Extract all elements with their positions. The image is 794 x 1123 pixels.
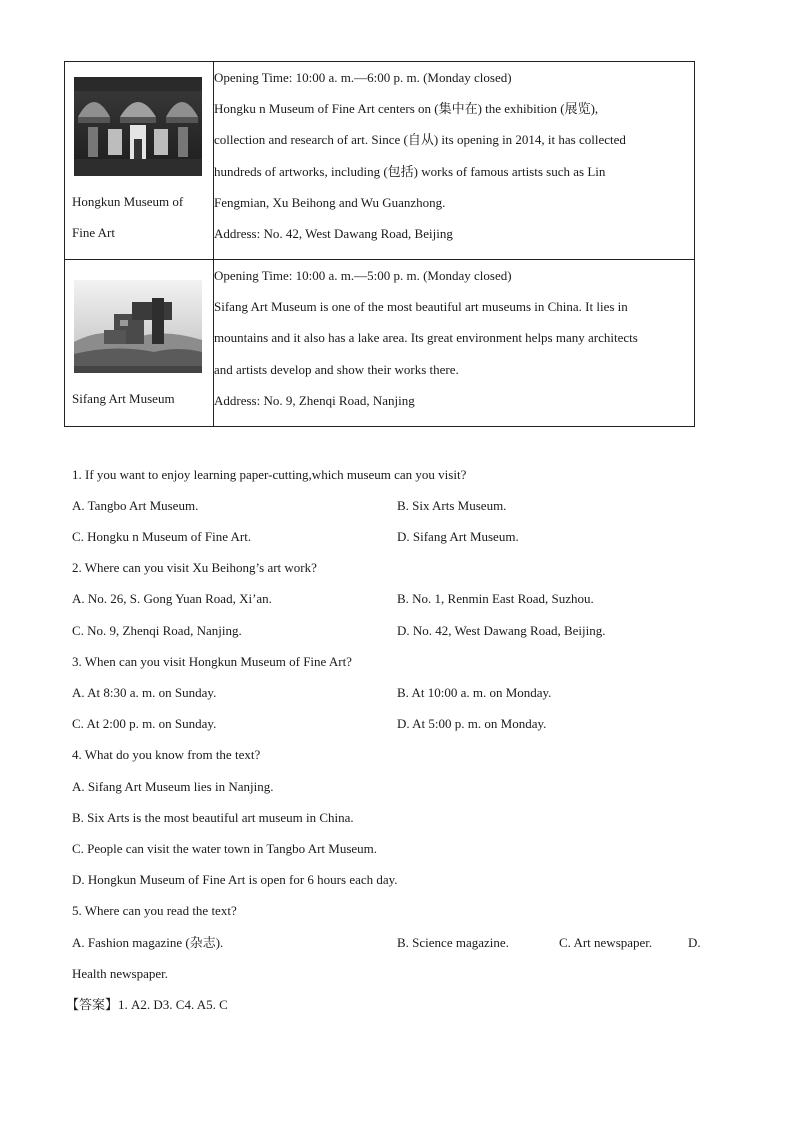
museum-description <box>214 260 695 427</box>
option-2a: A. No. 26, S. Gong Yuan Road, Xi’an. <box>72 591 272 606</box>
description-line: collection and research of art. Since (自从) its opening in 2014, it has collected <box>214 132 626 148</box>
caption-line: Fine Art <box>72 225 115 240</box>
description-line: and artists develop and show their works there. <box>214 361 459 377</box>
option-5c: C. Art newspaper. <box>559 935 653 950</box>
answer-line: 【答案】1. A2. D3. C4. A5. C <box>66 997 228 1012</box>
museum-cell-left <box>65 62 214 260</box>
option-2b: B. No. 1, Renmin East Road, Suzhou. <box>397 591 594 606</box>
option-2d: D. No. 42, West Dawang Road, Beijing. <box>397 623 606 638</box>
caption-line: Sifang Art Museum <box>72 391 175 406</box>
option-5b: B. Science magazine. <box>397 935 509 950</box>
option-1d: D. Sifang Art Museum. <box>397 529 519 544</box>
museum-caption <box>72 186 213 248</box>
museum-interior-photo-icon <box>74 77 202 176</box>
option-4a: A. Sifang Art Museum lies in Nanjing. <box>72 779 274 794</box>
address: Address: No. 42, West Dawang Road, Beijing <box>214 226 453 242</box>
opening-time: Opening Time: 10:00 a. m.—5:00 p. m. (Monday closed) <box>214 268 512 283</box>
option-1c: C. Hongku n Museum of Fine Art. <box>72 529 252 544</box>
museum-caption <box>72 383 213 414</box>
description-line: Hongku n Museum of Fine Art centers on (集中在) the exhibition (展览), <box>214 101 599 117</box>
option-4d: D. Hongkun Museum of Fine Art is open for 6 hours each day. <box>72 872 398 887</box>
description-line: Sifang Art Museum is one of the most beautiful art museums in China. It lies in <box>214 299 628 315</box>
museum-description <box>214 62 695 260</box>
museum-cell-left <box>65 260 214 427</box>
question-4: 4. What do you know from the text? <box>72 747 261 762</box>
question-3: 3. When can you visit Hongkun Museum of Fine Art? <box>72 654 352 669</box>
option-3b: B. At 10:00 a. m. on Monday. <box>397 685 552 700</box>
option-3d: D. At 5:00 p. m. on Monday. <box>397 716 547 731</box>
question-5: 5. Where can you read the text? <box>72 903 237 918</box>
museum-info-table <box>64 61 695 427</box>
description-line: Fengmian, Xu Beihong and Wu Guanzhong. <box>214 194 446 210</box>
address: Address: No. 9, Zhenqi Road, Nanjing <box>214 392 415 408</box>
museum-row-hongkun <box>65 62 695 260</box>
opening-time: Opening Time: 10:00 a. m.—6:00 p. m. (Monday closed) <box>214 70 512 85</box>
museum-building-photo-icon <box>74 280 202 373</box>
option-5d-continuation: Health newspaper. <box>72 966 169 981</box>
question-2: 2. Where can you visit Xu Beihong’s art work? <box>72 560 317 575</box>
option-3a: A. At 8:30 a. m. on Sunday. <box>72 685 217 700</box>
museum-row-sifang <box>65 260 695 427</box>
option-3c: C. At 2:00 p. m. on Sunday. <box>72 716 217 731</box>
description-line: mountains and it also has a lake area. Its great environment helps many architects <box>214 330 638 346</box>
question-1: 1. If you want to enjoy learning paper-cutting,which museum can you visit? <box>72 467 467 482</box>
option-1a: A. Tangbo Art Museum. <box>72 498 199 513</box>
option-1b: B. Six Arts Museum. <box>397 498 507 513</box>
description-line: hundreds of artworks, including (包括) works of famous artists such as Lin <box>214 163 606 179</box>
option-5d: D. <box>688 935 701 950</box>
option-5a: A. Fashion magazine (杂志). <box>72 935 224 950</box>
option-4c: C. People can visit the water town in Tangbo Art Museum. <box>72 841 378 856</box>
option-4b: B. Six Arts is the most beautiful art museum in China. <box>72 810 354 825</box>
option-2c: C. No. 9, Zhenqi Road, Nanjing. <box>72 623 242 638</box>
caption-line: Hongkun Museum of <box>72 194 184 209</box>
